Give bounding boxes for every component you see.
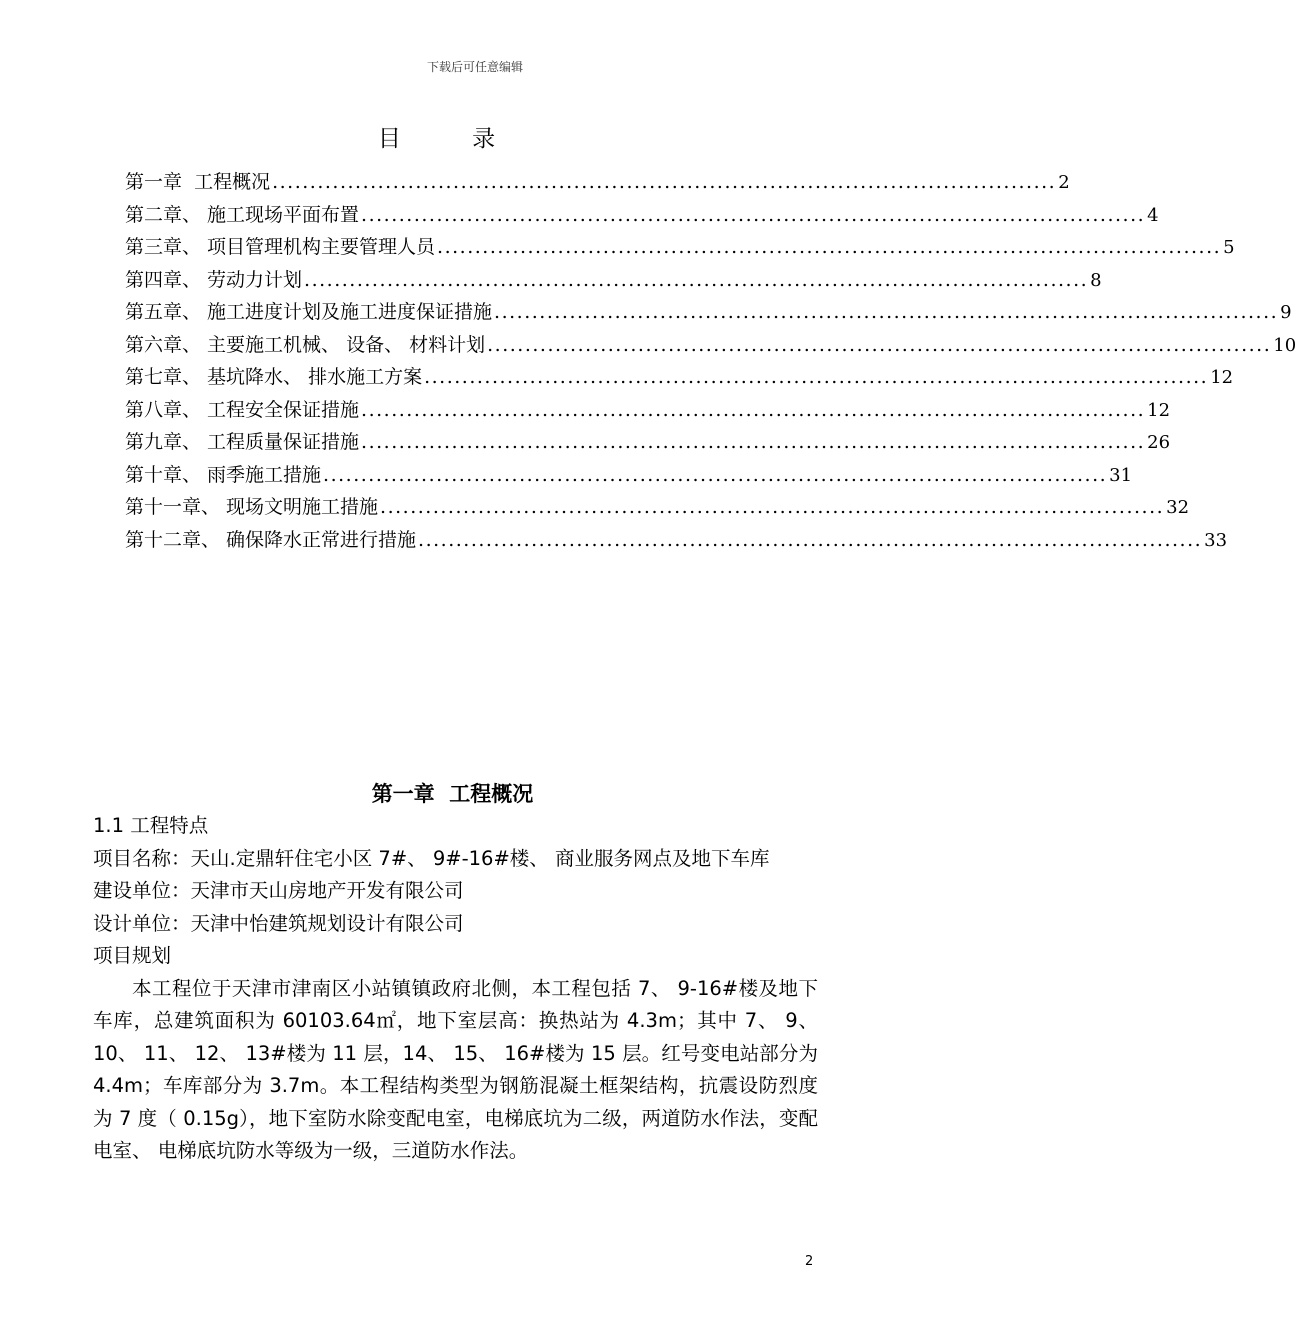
toc-entry-label: 第九章、 工程质量保证措施 — [125, 431, 360, 453]
toc-entry-label: 第十一章、 现场文明施工措施 — [125, 496, 379, 518]
toc-entry[interactable] — [125, 297, 1292, 330]
project-name-key: 项目名称： — [93, 846, 191, 870]
toc-entry-label: 第八章、 工程安全保证措施 — [125, 398, 360, 421]
toc-dot-leader: ........................................................................................................ — [487, 333, 1272, 356]
project-name-value: 天山.定鼎轩住宅小区 7#、 9#-16#楼、 商业服务网点及地下车库 — [190, 846, 770, 870]
toc-entry[interactable] — [125, 525, 1228, 558]
toc-dot-leader: ........................................................................................................ — [361, 431, 1146, 453]
project-paragraph: 本工程位于天津市津南区小站镇镇政府北侧，本工程包括 7、 9-16#楼及地下车库，总建筑面积为 60103.64㎡，地下室层高：换热站为 4.3m；其中 7、 9、 10、 11、 12、 13#楼为 11 层，14、 15、 16#楼为 15 层。红号变电站部分为 4.4m；车库部分为 3.7m。本工程结构类型为钢筋混凝土框架结构，抗震设防烈度为 7 度（ 0.15g），地下室防水除变配电室，电梯底坑为二级，两道防水作法，变配电室、 电梯底坑防水等级为一级，三道防水作法。 — [93, 976, 819, 1162]
toc-entry-label: 第二章、 施工现场平面布置 — [125, 203, 360, 226]
toc-dot-leader: ........................................................................................................ — [380, 496, 1165, 518]
toc-entry-page: 10 — [1273, 334, 1296, 356]
project-name-row — [93, 843, 818, 876]
toc-entry[interactable] — [125, 395, 1171, 428]
toc-dot-leader: ........................................................................................................ — [361, 203, 1146, 226]
toc-dot-leader: ........................................................................................................ — [418, 528, 1203, 551]
toc-entry[interactable] — [125, 232, 1235, 265]
toc-dot-leader: ........................................................................................................ — [304, 268, 1089, 291]
toc-entry-label: 第六章、 主要施工机械、 设备、 材料计划 — [125, 333, 486, 356]
toc-entry[interactable] — [125, 492, 1190, 525]
toc-dot-leader: ........................................................................................................ — [361, 398, 1146, 421]
toc-entry-label: 第四章、 劳动力计划 — [125, 268, 303, 291]
table-of-contents — [125, 167, 1296, 557]
designer-value: 天津中怡建筑规划设计有限公司 — [190, 911, 464, 935]
toc-entry-label: 第十二章、 确保降水正常进行措施 — [125, 528, 417, 551]
plan-heading: 项目规划 — [93, 944, 172, 967]
toc-entry-page: 32 — [1166, 497, 1190, 518]
toc-entry[interactable] — [125, 460, 1133, 493]
toc-entry[interactable] — [125, 330, 1296, 363]
builder-value: 天津市天山房地产开发有限公司 — [190, 879, 464, 902]
toc-entry-page: 12 — [1210, 367, 1234, 388]
toc-entry[interactable] — [125, 200, 1159, 233]
toc-entry-page: 31 — [1109, 464, 1133, 486]
toc-entry-page: 33 — [1204, 529, 1228, 551]
section-heading: 1.1 工程特点 — [93, 814, 209, 837]
toc-entry-label: 第十章、 雨季施工措施 — [125, 463, 322, 486]
toc-entry[interactable] — [125, 265, 1102, 298]
toc-entry-label: 第一章 工程概况 — [125, 171, 271, 193]
chapter-title: 第一章 工程概况 — [371, 782, 534, 806]
toc-dot-leader: ........................................................................................................ — [424, 366, 1209, 388]
toc-dot-leader: ........................................................................................................ — [272, 171, 1057, 193]
toc-dot-leader: ........................................................................................................ — [323, 463, 1108, 486]
toc-entry-page: 12 — [1147, 399, 1171, 421]
toc-entry[interactable] — [125, 427, 1171, 460]
toc-entry-page: 5 — [1223, 237, 1235, 258]
designer-row — [93, 908, 818, 941]
designer-key: 设计单位： — [93, 911, 191, 935]
toc-entry-page: 4 — [1147, 204, 1159, 226]
header-note: 下载后可任意编辑 — [426, 60, 523, 74]
toc-entry-page: 8 — [1090, 269, 1102, 291]
toc-entry[interactable] — [125, 362, 1234, 395]
toc-entry-page: 9 — [1280, 302, 1292, 323]
toc-entry-page: 26 — [1147, 432, 1171, 453]
toc-entry[interactable] — [125, 167, 1070, 200]
toc-entry-label: 第五章、 施工进度计划及施工进度保证措施 — [125, 301, 493, 323]
page-number: 2 — [805, 1254, 814, 1269]
toc-dot-leader: ........................................................................................................ — [437, 236, 1222, 258]
builder-row — [93, 875, 818, 908]
toc-title: 目 录 — [377, 126, 528, 152]
toc-entry-label: 第七章、 基坑降水、 排水施工方案 — [125, 366, 423, 388]
toc-entry-page: 2 — [1058, 172, 1070, 193]
toc-entry-label: 第三章、 项目管理机构主要管理人员 — [125, 236, 436, 258]
builder-key: 建设单位： — [93, 879, 191, 902]
toc-dot-leader: ........................................................................................................ — [494, 301, 1279, 323]
chapter-body — [93, 810, 818, 1168]
